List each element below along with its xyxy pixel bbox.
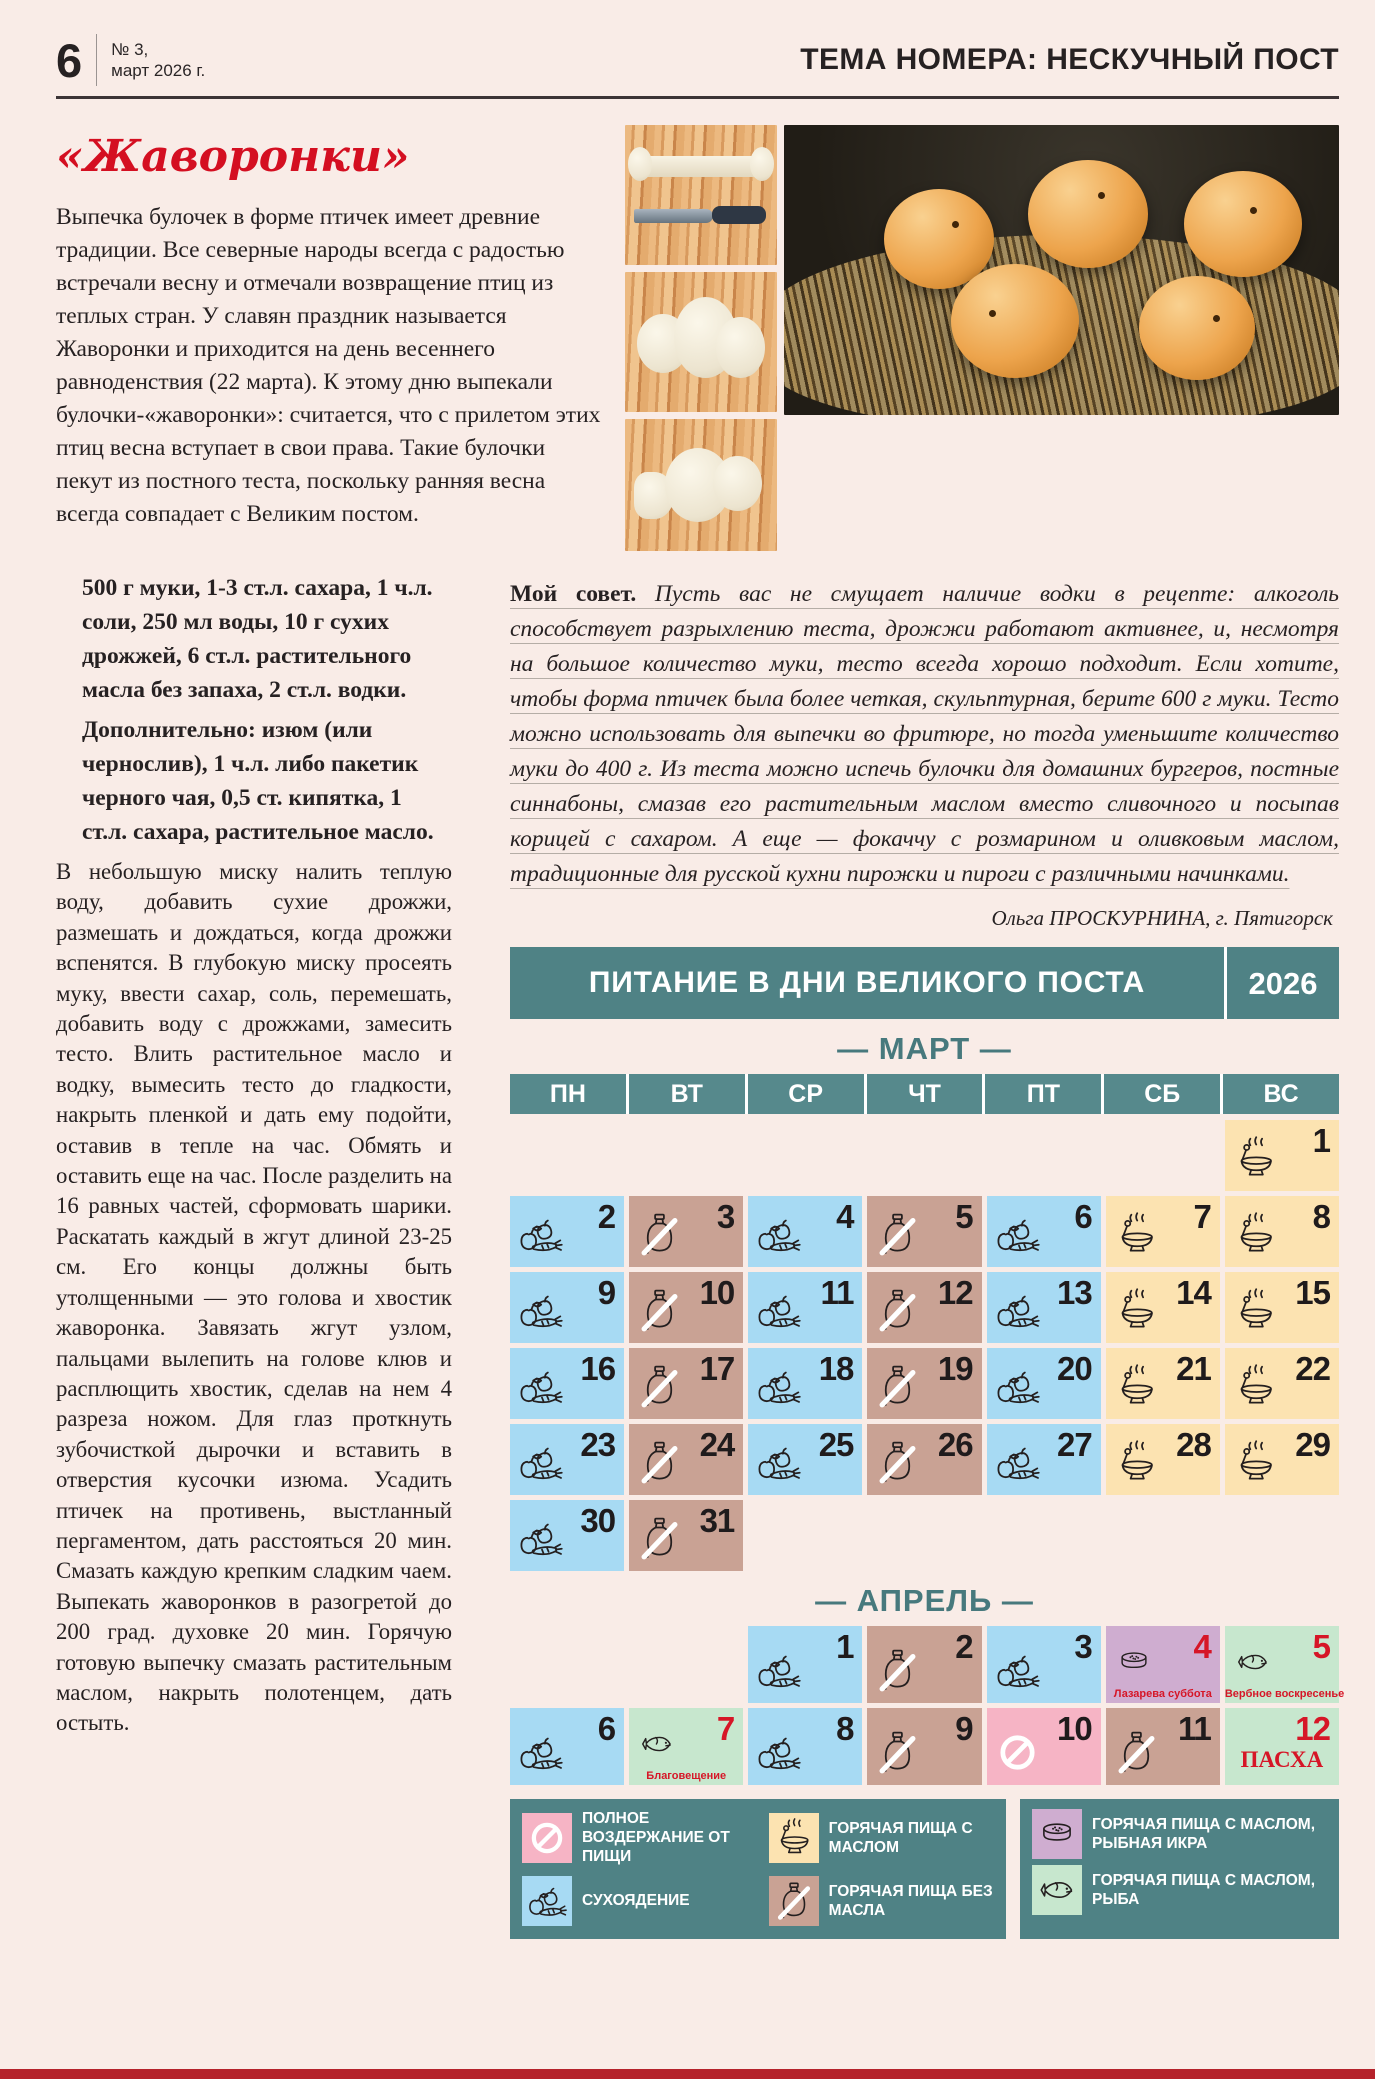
- fish-icon: [638, 1725, 676, 1763]
- day-number: 29: [1295, 1426, 1330, 1463]
- day-number: 12: [937, 1274, 973, 1311]
- legend-item-dry: [522, 1872, 759, 1929]
- empty-day-cell: [867, 1120, 981, 1191]
- dry-eating-fruits-icon: [755, 1363, 802, 1410]
- empty-day-cell: [1106, 1120, 1220, 1191]
- day-number: 8: [1312, 1198, 1330, 1235]
- day-number: 22: [1295, 1350, 1330, 1387]
- day-number: 3: [716, 1198, 735, 1235]
- day-april-5: [1224, 1626, 1345, 1703]
- dry-eating-fruits-icon: [517, 1515, 564, 1562]
- hot-meal-bowl-icon: [1113, 1363, 1160, 1410]
- topic-title: НЕСКУЧНЫЙ ПОСТ: [1046, 43, 1339, 76]
- page-bottom-strip: [0, 2069, 1375, 2079]
- dry-eating-fruits-icon: [994, 1439, 1041, 1486]
- legend-panel-2: [1020, 1799, 1339, 1939]
- hot-meal-bowl-icon: [773, 1817, 815, 1859]
- dough-blob-shape: [716, 317, 765, 379]
- legend-item-hot_oil: [769, 1809, 994, 1866]
- dry-eating-fruits-icon: [517, 1287, 564, 1334]
- legend-item-abstain: [522, 1809, 759, 1866]
- legend-label: СУХОЯДЕНИЕ: [582, 1892, 690, 1909]
- day-march-13: [987, 1272, 1101, 1343]
- day-march-10: [629, 1272, 743, 1343]
- calendar-year: 2026: [1224, 947, 1339, 1019]
- hot-meal-bowl-icon: [1232, 1287, 1279, 1334]
- page-header: [0, 0, 1375, 92]
- empty-day-cell: [629, 1120, 743, 1191]
- day-march-3: [629, 1196, 743, 1267]
- day-april-8: [748, 1708, 862, 1785]
- day-number: 21: [1176, 1350, 1211, 1387]
- day-number: 1: [1312, 1122, 1330, 1159]
- day-number: 13: [1056, 1274, 1092, 1311]
- day-number: 24: [699, 1426, 735, 1463]
- day-number: 26: [937, 1426, 973, 1463]
- day-march-15: [1225, 1272, 1339, 1343]
- weekday-header: ПН: [510, 1074, 626, 1114]
- legend-swatch-abstain: [522, 1813, 572, 1863]
- empty-day-cell: [1106, 1500, 1220, 1571]
- empty-day-cell: [510, 1120, 624, 1191]
- article-title: «Жаворонки»: [56, 131, 410, 182]
- day-april-3: [987, 1626, 1101, 1703]
- ingredients-extra: Дополнительно: изюм (или чернослив), 1 ч.л. либо пакетик черного чая, 0,5 ст. кипятка, 1 ст.л. сахара, растительное масло.: [82, 717, 434, 845]
- topic-label: ТЕМА НОМЕРА:: [800, 43, 1038, 76]
- legend-swatch-hot_oil: [769, 1813, 819, 1863]
- day-april-6: [510, 1708, 624, 1785]
- no-oil-bottle-icon: [874, 1363, 921, 1410]
- dry-eating-fruits-icon: [994, 1647, 1041, 1694]
- bird-bun-shape: [1028, 160, 1148, 268]
- day-april-7: [629, 1708, 743, 1785]
- article-intro-column: [56, 125, 601, 551]
- day-april-9: [867, 1708, 981, 1785]
- day-number: 5: [1312, 1628, 1330, 1665]
- no-oil-bottle-icon: [874, 1211, 921, 1258]
- hot-meal-bowl-icon: [1232, 1363, 1279, 1410]
- day-march-21: [1106, 1348, 1220, 1419]
- day-number: 16: [580, 1350, 616, 1387]
- day-note: ПАСХА: [1240, 1747, 1324, 1772]
- day-number: 17: [699, 1350, 735, 1387]
- dry-eating-fruits-icon: [755, 1287, 802, 1334]
- recipe-instructions: В небольшую миску налить теплую воду, добавить сухие дрожжи, размешать и дождаться, когда дрожжи вспенятся. В глубокую миску просеять муку, ввести сахар, соль, перемешать, добавить воду с дрожжами, замесить тесто. Влить растительное масло и водку, вымесить тесто до гладкости, накрыть пленкой и дать ему подойти, оставив в тепле на час. Обмять и оставить еще на час. После разделить на 16 равных частей, сформовать шарики. Раскатать каждый в жгут длиной 23-25 см. Его концы должны быть утолщенными — это голова и хвостик жаворонка. Завязать жгут узлом, пальцами вылепить на голове клюв и расплющить хвостик, сделав на нем 4 разреза ножом. Для глаз проткнуть зубочисткой дырочки и вставить в отверстия кусочки изюма. Усадить птичек на противень, выстланный пергаментом, дать расстояться 20 мин. Смазать каждую крепким сладким чаем. Выпекать жаворонков в разогретой до 200 град. духовке 20 мин. Горячую готовую выпечку смазать растительным маслом, накрыть полотенцем, дать остыть.: [56, 859, 452, 1736]
- caviar-can-icon: [1036, 1813, 1078, 1855]
- day-march-11: [748, 1272, 862, 1343]
- legend-swatch-fish: [1032, 1865, 1082, 1915]
- day-number: 2: [955, 1628, 973, 1665]
- recipe-column: [56, 565, 452, 1939]
- hot-meal-bowl-icon: [1232, 1135, 1279, 1182]
- day-number: 19: [937, 1350, 973, 1387]
- dry-eating-fruits-icon: [517, 1211, 564, 1258]
- day-number: 11: [1177, 1710, 1211, 1747]
- day-number: 31: [699, 1502, 735, 1539]
- advice-label: Мой совет.: [510, 581, 637, 607]
- weekday-header: ВС: [1223, 1074, 1339, 1114]
- no-food-ban-icon: [994, 1729, 1041, 1776]
- legend-swatch-dry: [522, 1876, 572, 1926]
- month-title-april: — АПРЕЛЬ —: [815, 1583, 1034, 1618]
- knife-blade-shape: [634, 209, 713, 223]
- dry-eating-fruits-icon: [517, 1439, 564, 1486]
- weekday-header: ПТ: [985, 1074, 1101, 1114]
- day-number: 18: [818, 1350, 854, 1387]
- legend-label: ГОРЯЧАЯ ПИЩА С МАСЛОМ, РЫБНАЯ ИКРА: [1092, 1816, 1316, 1852]
- legend-swatch-caviar: [1032, 1809, 1082, 1859]
- page-number-block: [56, 34, 205, 86]
- no-oil-bottle-icon: [636, 1211, 683, 1258]
- no-oil-bottle-icon: [874, 1647, 921, 1694]
- no-oil-bottle-icon: [636, 1287, 683, 1334]
- empty-day-cell: [987, 1500, 1101, 1571]
- issue-number: № 3,: [111, 39, 149, 59]
- article-intro-text: Выпечка булочек в форме птичек имеет древние традиции. Все северные народы всегда с радостью встречали весну и отмечали возвращение птиц из теплых стран. У славян праздник называется Жаворонки и приходится на день весеннего равноденствия (22 марта). К этому дню выпекали булочки-«жаворонки»: считается, что с прилетом этих птиц весна вступает в свои права. Такие булочки пекут из постного теста, поскольку ранняя весна всегда совпадает с Великим постом.: [56, 204, 601, 528]
- dry-eating-fruits-icon: [994, 1363, 1041, 1410]
- photo-dough-knot-step: [625, 272, 777, 412]
- author-advice: [510, 577, 1339, 892]
- day-march-19: [867, 1348, 981, 1419]
- bun-eye-dot: [1098, 192, 1105, 199]
- no-oil-bottle-icon: [874, 1729, 921, 1776]
- day-number: 7: [716, 1710, 735, 1747]
- day-number: 30: [580, 1502, 616, 1539]
- bun-eye-dot: [1213, 315, 1220, 322]
- knife-handle-shape: [712, 206, 767, 224]
- legend-item-caviar: [1032, 1809, 1327, 1859]
- bird-bun-shape: [1184, 171, 1302, 277]
- month-march: [510, 1033, 1339, 1571]
- empty-day-cell: [867, 1500, 981, 1571]
- header-divider: [96, 34, 97, 86]
- day-march-27: [987, 1424, 1101, 1495]
- day-number: 10: [699, 1274, 735, 1311]
- weekday-header: СБ: [1104, 1074, 1220, 1114]
- day-number: 12: [1295, 1710, 1330, 1747]
- day-note: Вербное воскресенье: [1224, 1688, 1345, 1700]
- day-number: 5: [955, 1198, 973, 1235]
- day-march-16: [510, 1348, 624, 1419]
- day-march-17: [629, 1348, 743, 1419]
- calendar-legend: [510, 1799, 1339, 1939]
- day-april-11: [1106, 1708, 1220, 1785]
- no-oil-bottle-icon: [773, 1880, 815, 1922]
- dry-eating-fruits-icon: [755, 1729, 802, 1776]
- day-march-30: [510, 1500, 624, 1571]
- dry-eating-fruits-icon: [526, 1880, 568, 1922]
- calendar-header: [510, 947, 1339, 1019]
- day-march-26: [867, 1424, 981, 1495]
- caviar-can-icon: [1115, 1643, 1153, 1681]
- dough-end-shape: [750, 147, 774, 181]
- dry-eating-fruits-icon: [755, 1647, 802, 1694]
- article-photos: [625, 125, 1339, 551]
- photo-dough-rope-step: [625, 125, 777, 265]
- day-march-12: [867, 1272, 981, 1343]
- day-number: 25: [818, 1426, 854, 1463]
- empty-day-cell: [987, 1120, 1101, 1191]
- hot-meal-bowl-icon: [1113, 1211, 1160, 1258]
- day-number: 8: [836, 1710, 854, 1747]
- advice-and-calendar-column: [510, 565, 1345, 1939]
- legend-label: ГОРЯЧАЯ ПИЩА БЕЗ МАСЛА: [828, 1882, 993, 1919]
- day-march-31: [629, 1500, 743, 1571]
- day-number: 20: [1056, 1350, 1092, 1387]
- day-number: 11: [820, 1274, 854, 1311]
- day-number: 6: [1074, 1198, 1092, 1235]
- day-march-1: [1225, 1120, 1339, 1191]
- day-march-20: [987, 1348, 1101, 1419]
- bun-eye-dot: [1250, 207, 1257, 214]
- no-oil-bottle-icon: [874, 1287, 921, 1334]
- day-march-9: [510, 1272, 624, 1343]
- weekday-header: СР: [748, 1074, 864, 1114]
- legend-panel-1: [510, 1799, 1006, 1939]
- empty-day-cell: [748, 1500, 862, 1571]
- day-march-23: [510, 1424, 624, 1495]
- day-number: 2: [597, 1198, 616, 1235]
- day-march-22: [1225, 1348, 1339, 1419]
- day-march-29: [1225, 1424, 1339, 1495]
- fish-icon: [1036, 1869, 1078, 1911]
- no-oil-bottle-icon: [636, 1363, 683, 1410]
- advice-text: Пусть вас не смущает наличие водки в рецепте: алкоголь способствует разрыхлению теста, дрожжи работают активнее, и, несмотря на большое количество муки, тесто всегда хорошо подходит. Если хотите, чтобы форма птичек была более четкая, скульптурная, берите 600 г муки. Тесто можно использовать для выпечки во фритюре, но тогда уменьшите количество муки до 400 г. Из теста можно испечь булочки для домашних бургеров, постные синнабоны, смазав его растительным маслом вместо сливочного и посыпав корицей с сахаром. А еще — фокаччу с розмарином и оливковым маслом, традиционные для русской кухни пирожки и пироги с различными начинками.: [510, 581, 1340, 887]
- day-march-8: [1225, 1196, 1339, 1267]
- dry-eating-fruits-icon: [994, 1211, 1041, 1258]
- legend-label: ГОРЯЧАЯ ПИЩА С МАСЛОМ: [828, 1819, 973, 1856]
- hot-meal-bowl-icon: [1113, 1287, 1160, 1334]
- day-number: 3: [1074, 1628, 1092, 1665]
- photo-bird-buns-nest: [784, 125, 1339, 415]
- step-photos-strip: [625, 125, 777, 551]
- day-number: 7: [1193, 1198, 1211, 1235]
- calendar-title: ПИТАНИЕ В ДНИ ВЕЛИКОГО ПОСТА: [588, 966, 1146, 999]
- page-number: 6: [56, 33, 83, 87]
- empty-day-cell: [629, 1626, 743, 1703]
- calendar-months: [510, 1031, 1345, 1785]
- legend-label: ГОРЯЧАЯ ПИЩА С МАСЛОМ, РЫБА: [1092, 1872, 1316, 1908]
- lent-meal-calendar: [510, 947, 1345, 1939]
- author-byline: Ольга ПРОСКУРНИНА, г. Пятигорск: [991, 906, 1333, 930]
- dry-eating-fruits-icon: [517, 1729, 564, 1776]
- day-number: 9: [597, 1274, 616, 1311]
- day-march-28: [1106, 1424, 1220, 1495]
- issue-topic: [800, 45, 1339, 75]
- hot-meal-bowl-icon: [1232, 1211, 1279, 1258]
- day-april-10: [987, 1708, 1101, 1785]
- day-number: 10: [1056, 1710, 1092, 1747]
- day-march-18: [748, 1348, 862, 1419]
- bun-eye-dot: [989, 310, 996, 317]
- day-april-12: [1225, 1708, 1339, 1785]
- month-title-march: — МАРТ —: [837, 1031, 1012, 1066]
- day-april-1: [748, 1626, 862, 1703]
- day-march-14: [1106, 1272, 1220, 1343]
- issue-date: март 2026 г.: [111, 61, 206, 80]
- day-march-2: [510, 1196, 624, 1267]
- article-main-row: [0, 551, 1375, 1939]
- day-number: 14: [1176, 1274, 1211, 1311]
- day-number: 4: [1193, 1628, 1211, 1665]
- issue-info: [111, 39, 205, 82]
- no-oil-bottle-icon: [636, 1439, 683, 1486]
- no-oil-bottle-icon: [874, 1439, 921, 1486]
- day-number: 6: [597, 1710, 616, 1747]
- dry-eating-fruits-icon: [755, 1439, 802, 1486]
- day-march-6: [987, 1196, 1101, 1267]
- day-march-7: [1106, 1196, 1220, 1267]
- legend-label: ПОЛНОЕ ВОЗДЕРЖАНИЕ ОТ ПИЩИ: [582, 1810, 730, 1865]
- day-number: 27: [1056, 1426, 1092, 1463]
- dry-eating-fruits-icon: [755, 1211, 802, 1258]
- legend-item-no_oil: [769, 1872, 994, 1929]
- empty-day-cell: [510, 1626, 624, 1703]
- weekday-header-row: [510, 1074, 1339, 1114]
- legend-swatch-no_oil: [769, 1876, 819, 1926]
- day-number: 4: [836, 1198, 854, 1235]
- day-march-25: [748, 1424, 862, 1495]
- day-number: 15: [1295, 1274, 1330, 1311]
- day-note: Благовещение: [646, 1770, 727, 1782]
- day-number: 23: [580, 1426, 616, 1463]
- weekday-header: ЧТ: [867, 1074, 983, 1114]
- photo-dough-bird-step: [625, 419, 777, 551]
- dough-head-shape: [713, 456, 762, 511]
- bun-eye-dot: [952, 221, 959, 228]
- day-number: 28: [1176, 1426, 1211, 1463]
- day-note: Лазарева суббота: [1113, 1688, 1212, 1700]
- empty-day-cell: [1225, 1500, 1339, 1571]
- legend-item-fish: [1032, 1865, 1327, 1915]
- article-top-row: [0, 99, 1375, 551]
- day-april-2: [867, 1626, 981, 1703]
- day-number: 9: [955, 1710, 973, 1747]
- bird-bun-shape: [1139, 276, 1255, 380]
- fish-icon: [1234, 1643, 1272, 1681]
- no-food-ban-icon: [526, 1817, 568, 1859]
- no-oil-bottle-icon: [1113, 1729, 1160, 1776]
- month-april: [510, 1583, 1345, 1785]
- month-grid-april: [510, 1626, 1345, 1785]
- day-march-5: [867, 1196, 981, 1267]
- weekday-header: ВТ: [629, 1074, 745, 1114]
- dough-rope-shape: [636, 156, 767, 177]
- dry-eating-fruits-icon: [517, 1363, 564, 1410]
- dry-eating-fruits-icon: [994, 1287, 1041, 1334]
- no-oil-bottle-icon: [636, 1515, 683, 1562]
- day-number: 1: [836, 1628, 854, 1665]
- ingredients-main: 500 г муки, 1-3 ст.л. сахара, 1 ч.л. соли, 250 мл воды, 10 г сухих дрожжей, 6 ст.л. растительного масла без запаха, 2 ст.л. водки.: [82, 575, 433, 703]
- hot-meal-bowl-icon: [1113, 1439, 1160, 1486]
- day-march-4: [748, 1196, 862, 1267]
- day-april-4: [1106, 1626, 1220, 1703]
- hot-meal-bowl-icon: [1232, 1439, 1279, 1486]
- bird-bun-shape: [951, 264, 1079, 378]
- month-grid-march: [510, 1120, 1339, 1571]
- day-march-24: [629, 1424, 743, 1495]
- empty-day-cell: [748, 1120, 862, 1191]
